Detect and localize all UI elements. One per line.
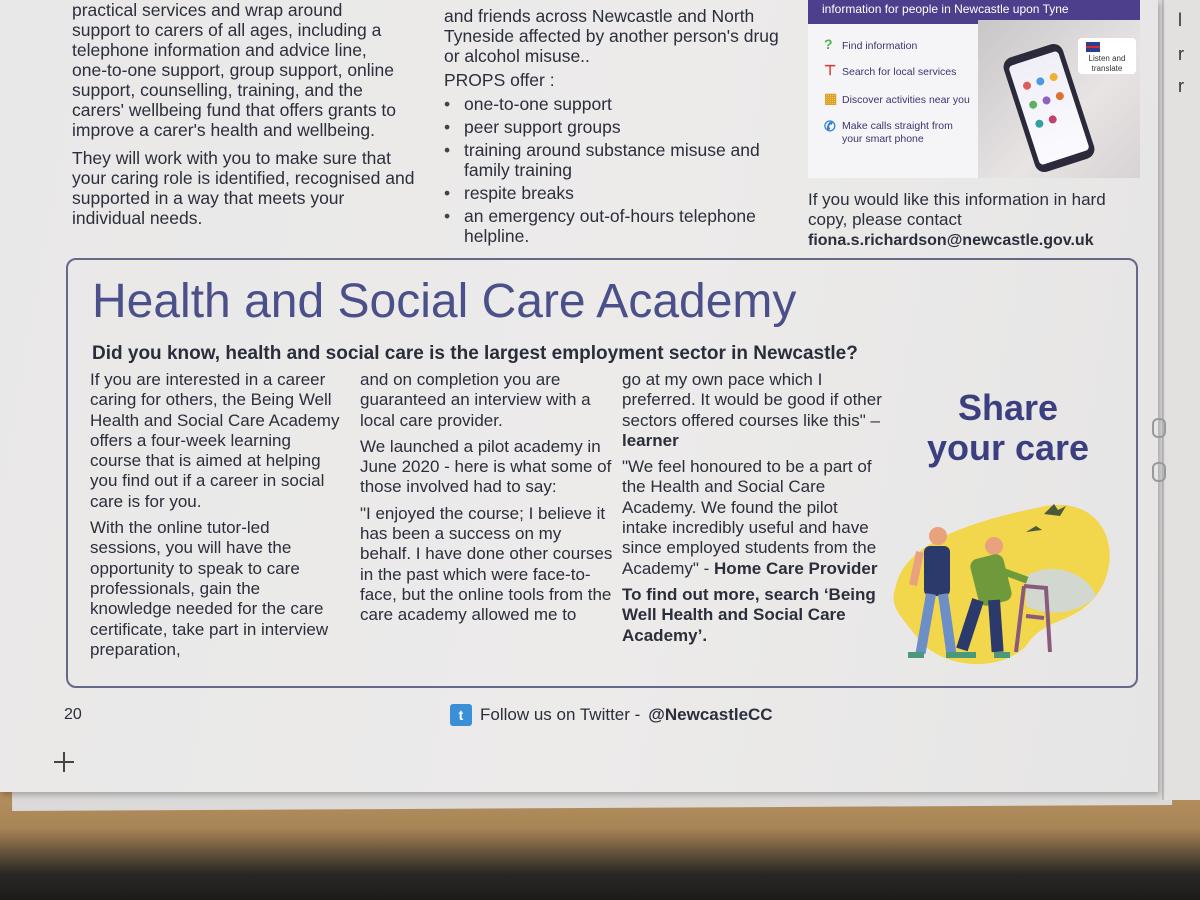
- promo-label: Discover activities near you: [842, 94, 970, 106]
- promo-banner: information for people in Newcastle upon Tyne: [808, 0, 1140, 24]
- carers-illustration: [876, 476, 1116, 672]
- hardcopy-text: If you would like this information in hard copy, please contact: [808, 190, 1106, 229]
- twitter-footer: [450, 703, 773, 727]
- contact-email: fiona.s.richardson@newcastle.gov.uk: [808, 232, 1094, 249]
- academy-subtitle: Did you know, health and social care is the largest employment sector in Newcastle?: [92, 343, 858, 364]
- academy-completion-paragraph: and on completion you are guaranteed an interview with a local care provider.: [360, 370, 591, 430]
- hardcopy-contact: [808, 190, 1148, 251]
- learner-quote: "I enjoyed the course; I believe it has been a success on my behalf. I have done other courses in the past which were face-to-face, but the online tools from the care academy allowed me to: [360, 503, 613, 625]
- text-line: carers' wellbeing fund that offers grants to: [72, 100, 397, 120]
- props-column: [444, 6, 789, 249]
- text-line: telephone information and advice line,: [72, 40, 367, 60]
- crop-mark: [54, 752, 74, 772]
- learner-quote-end: [622, 370, 882, 451]
- list-item: • peer support groups: [444, 117, 789, 137]
- academy-title: Health and Social Care Academy: [92, 275, 797, 328]
- quote-text: go at my own pace which I preferred. It would be good if other sectors offered courses like this" –: [622, 370, 882, 430]
- page-number: 20: [64, 706, 82, 723]
- promo-find-information: [824, 38, 984, 53]
- promo-label: Find information: [842, 40, 918, 52]
- promo-search-services: [824, 64, 984, 79]
- text-line: improve a carer's health and wellbeing.: [72, 120, 375, 140]
- signpost-icon: ⊤: [824, 62, 837, 78]
- flag-icon: [1086, 42, 1100, 52]
- phone-icon: ✆: [824, 118, 836, 134]
- props-intro: and friends across Newcastle and North Tyneside affected by another person's drug or alcohol misuse..: [444, 6, 779, 66]
- quote-attribution: learner: [622, 430, 679, 450]
- promo-label: Search for local services: [842, 66, 957, 78]
- academy-pilot-paragraph: We launched a pilot academy in June 2020 - here is what some of those involved had to say:: [360, 436, 612, 497]
- props-offer-heading: PROPS offer :: [444, 70, 555, 90]
- academy-intro-paragraph: If you are interested in a career caring for others, the Being Well Health and Social Care Academy offers a four-week learning course that is aimed at helping you find out if a career in social care is for you.: [90, 370, 340, 511]
- badge-label: Listen and translate: [1088, 54, 1126, 73]
- list-item: • respite breaks: [444, 183, 789, 203]
- props-offer-list: [444, 94, 789, 246]
- text-line: support, counselling, training, and the: [72, 80, 363, 100]
- list-item: • an emergency out-of-hours telephone helpline.: [444, 206, 789, 246]
- twitter-handle: @NewcastleCC: [648, 705, 773, 724]
- find-out-more-text: To find out more, search ‘Being Well Health and Social Care Academy’.: [622, 584, 876, 645]
- share-line-2: your care: [926, 427, 1090, 468]
- academy-column-1: [90, 370, 342, 666]
- academy-column-2: [360, 370, 614, 632]
- app-promo-panel: [808, 0, 1140, 178]
- share-line-1: Share: [957, 387, 1059, 428]
- calendar-icon: ▦: [824, 90, 838, 106]
- promo-discover-activities: [824, 92, 984, 107]
- promo-label: Make calls straight from your smart phone: [842, 120, 953, 145]
- list-item: • training around substance misuse and family training: [444, 140, 789, 180]
- academy-column-3: [622, 370, 882, 652]
- listen-translate-badge: [1078, 38, 1136, 74]
- carers-service-paragraph: [72, 0, 417, 140]
- provider-quote: [622, 457, 882, 579]
- carers-role-paragraph: They will work with you to make sure that your caring role is identified, recognised and supported in a way that meets your individual needs.: [72, 148, 415, 228]
- question-icon: ?: [824, 36, 833, 52]
- text-line: one-to-one support, group support, online: [72, 60, 395, 80]
- twitter-icon: t: [450, 704, 472, 726]
- staple: [1152, 462, 1166, 482]
- find-out-more: [622, 585, 882, 646]
- share-your-care-heading: [898, 388, 1118, 468]
- academy-feature-box: [66, 258, 1138, 688]
- quote-text: "We feel honoured to be a part of the Health and Social Care Academy. We found the pilot intake incredibly useful and have since employed students from the Academy" -: [622, 457, 877, 578]
- adjacent-page: l r r: [1162, 0, 1200, 800]
- text-line: support to carers of all ages, including a: [72, 20, 382, 40]
- academy-sessions-paragraph: With the online tutor-led sessions, you will have the opportunity to speak to care professionals, gain the knowledge needed for the care certificate, take part in interview preparation,: [90, 518, 329, 659]
- promo-make-calls: [824, 120, 984, 146]
- list-item: • one-to-one support: [444, 94, 789, 114]
- text-line: practical services and wrap around: [72, 0, 343, 20]
- quote-attribution: Home Care Provider: [714, 558, 878, 578]
- phone-photo: [978, 20, 1140, 178]
- twitter-text: Follow us on Twitter -: [480, 705, 641, 724]
- staple: [1152, 418, 1166, 438]
- carers-service-column: [72, 0, 417, 236]
